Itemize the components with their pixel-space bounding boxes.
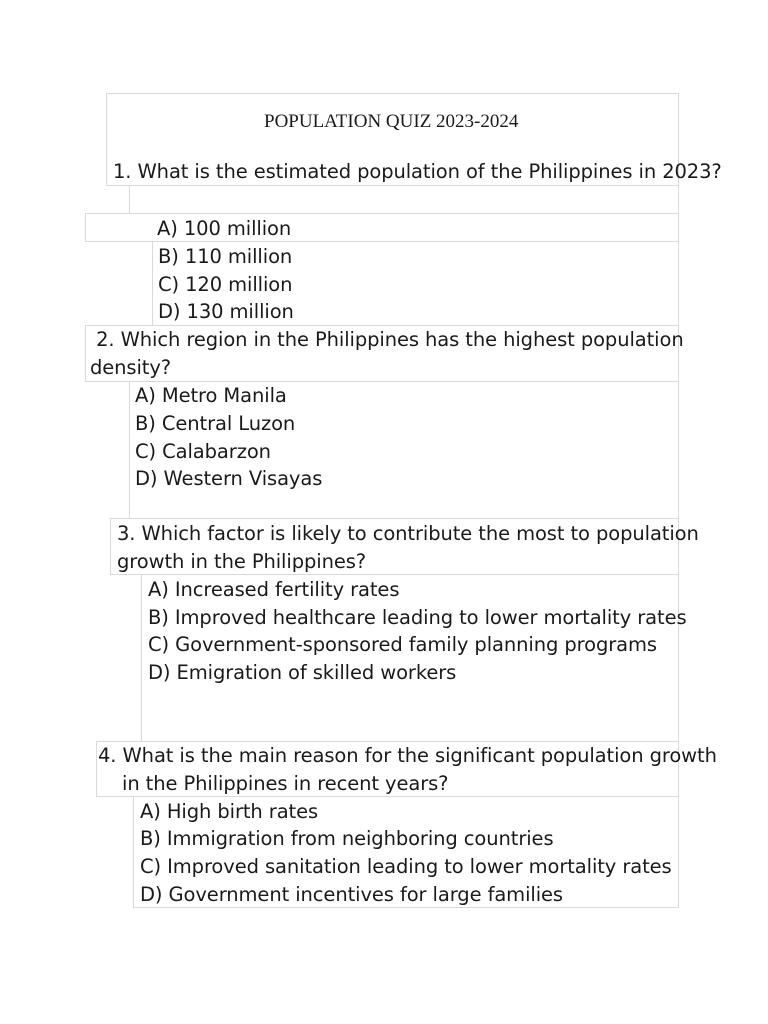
page-title: POPULATION QUIZ 2023-2024 <box>264 111 519 132</box>
q3-question-line2: growth in the Philippines? <box>117 550 367 573</box>
q4-option-c: C) Improved sanitation leading to lower mortality rates <box>140 855 672 878</box>
q2-question-line2: density? <box>90 356 172 379</box>
q2-question-line1: 2. Which region in the Philippines has the highest population <box>90 328 684 351</box>
q3-question-line1: 3. Which factor is likely to contribute the most to population <box>117 522 699 545</box>
q1-option-d: D) 130 million <box>158 300 294 323</box>
q4-question-line2: in the Philippines in recent years? <box>122 772 449 795</box>
q2-option-d: D) Western Visayas <box>135 467 323 490</box>
q3-option-d: D) Emigration of skilled workers <box>148 661 457 684</box>
q2-option-a: A) Metro Manila <box>135 384 287 407</box>
q1-option-b: B) 110 million <box>158 245 293 268</box>
q4-option-d: D) Government incentives for large families <box>140 883 563 906</box>
q2-option-c: C) Calabarzon <box>135 440 271 463</box>
q1-option-c: C) 120 million <box>158 273 293 296</box>
q2-option-b: B) Central Luzon <box>135 412 296 435</box>
q3-option-b: B) Improved healthcare leading to lower mortality rates <box>148 606 687 629</box>
spacer-cell <box>129 185 679 214</box>
q1-question: 1. What is the estimated population of the Philippines in 2023? <box>113 160 722 183</box>
q4-option-a: A) High birth rates <box>140 800 319 823</box>
q4-question-line1: 4. What is the main reason for the significant population growth <box>98 744 717 767</box>
q3-option-a: A) Increased fertility rates <box>148 578 400 601</box>
q1-option-a: A) 100 million <box>157 217 292 240</box>
q4-option-b: B) Immigration from neighboring countries <box>140 827 554 850</box>
q3-option-c: C) Government-sponsored family planning programs <box>148 633 657 656</box>
